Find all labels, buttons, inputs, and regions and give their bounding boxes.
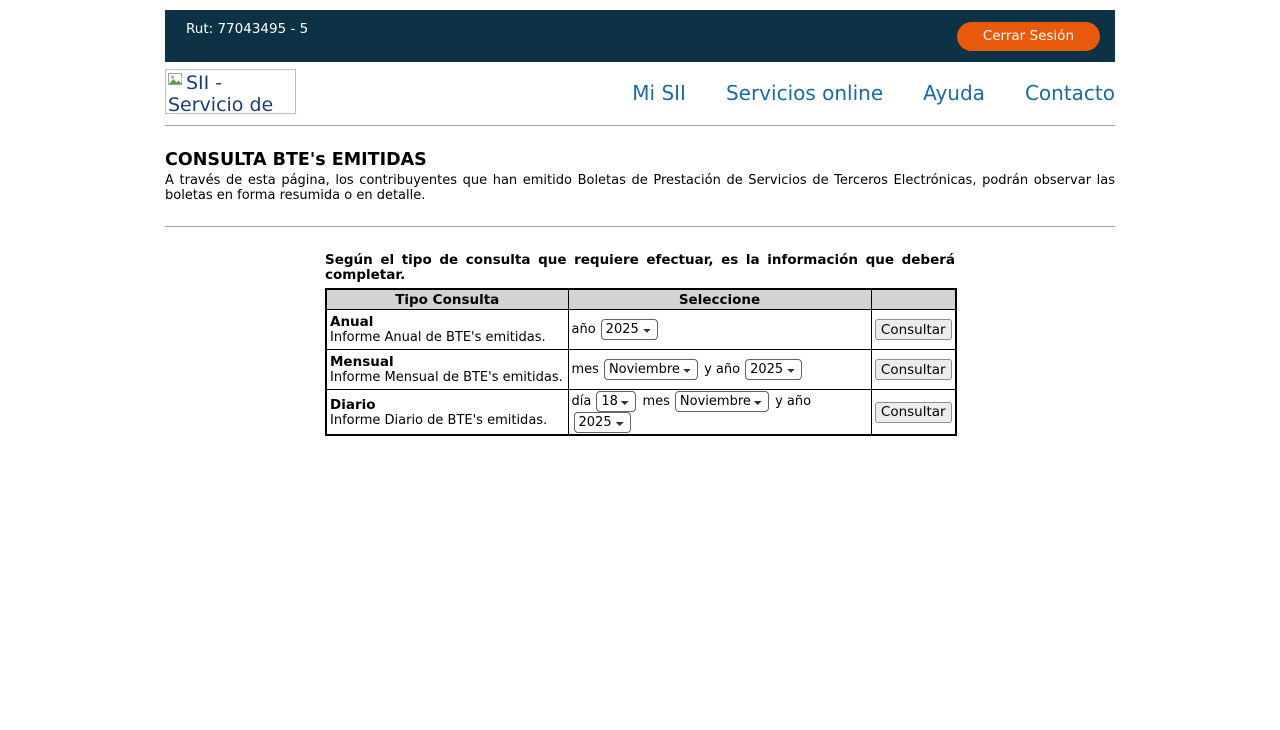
diario-month-label: mes (642, 394, 670, 410)
diario-day-select[interactable] (596, 391, 636, 412)
page-container (165, 10, 1115, 436)
consultar-anual-button[interactable]: Consultar (875, 319, 953, 340)
anual-year-select[interactable] (601, 319, 658, 340)
page-title: CONSULTA BTE's EMITIDAS (165, 150, 427, 170)
consultar-mensual-button[interactable]: Consultar (875, 359, 953, 380)
mensual-year-label: y año (704, 362, 741, 378)
table-row-mensual (326, 350, 956, 390)
nav-ayuda[interactable]: Ayuda (923, 81, 985, 105)
logo-alt-text: SII - Servicio de (168, 72, 274, 114)
mensual-month-select[interactable] (604, 359, 698, 380)
instruction-text: Según el tipo de consulta que requiere efectuar, es la información que deberá completar. (325, 251, 955, 284)
col-header-tipo-consulta: Tipo Consulta (326, 289, 568, 310)
broken-image-icon (168, 73, 184, 89)
table-header-row (326, 289, 956, 310)
consultar-diario-button[interactable]: Consultar (875, 402, 953, 423)
row-desc-diario: Informe Diario de BTE's emitidas. (330, 412, 548, 428)
nav-mi-sii[interactable]: Mi SII (632, 81, 686, 105)
consulta-table (325, 288, 957, 437)
col-header-action (871, 289, 956, 310)
table-row-diario (326, 390, 956, 436)
main-navigation (632, 81, 1115, 105)
diario-year-select[interactable] (574, 412, 631, 433)
content-divider (165, 226, 1115, 227)
row-title-mensual: Mensual (330, 354, 394, 371)
mensual-year-select[interactable] (745, 359, 802, 380)
nav-contacto[interactable]: Contacto (1024, 81, 1115, 105)
consulta-section (325, 253, 955, 437)
site-header (165, 69, 1115, 114)
diario-day-label: día (571, 394, 592, 410)
rut-label: Rut: 77043495 - 5 (186, 21, 309, 37)
diario-year-label: y año (775, 394, 812, 410)
mensual-month-label: mes (571, 362, 599, 378)
row-desc-anual: Informe Anual de BTE's emitidas. (330, 330, 546, 346)
header-divider (165, 125, 1115, 126)
page-description: A través de esta página, los contribuyentes que han emitido Boletas de Prestación de Servicios de Terceros Electrónicas, podrán observar las boletas en forma resumida o en detalle. (165, 173, 1115, 204)
diario-month-select[interactable] (675, 391, 769, 412)
row-title-diario: Diario (330, 396, 376, 413)
row-title-anual: Anual (330, 314, 374, 331)
session-bar (165, 10, 1115, 62)
table-row-anual (326, 310, 956, 350)
anual-year-label: año (571, 322, 596, 338)
nav-servicios-online[interactable]: Servicios online (725, 81, 884, 105)
logout-button[interactable]: Cerrar Sesión (957, 22, 1100, 51)
col-header-seleccione: Seleccione (568, 289, 871, 310)
sii-logo-link[interactable] (165, 69, 296, 114)
row-desc-mensual: Informe Mensual de BTE's emitidas. (330, 370, 563, 386)
